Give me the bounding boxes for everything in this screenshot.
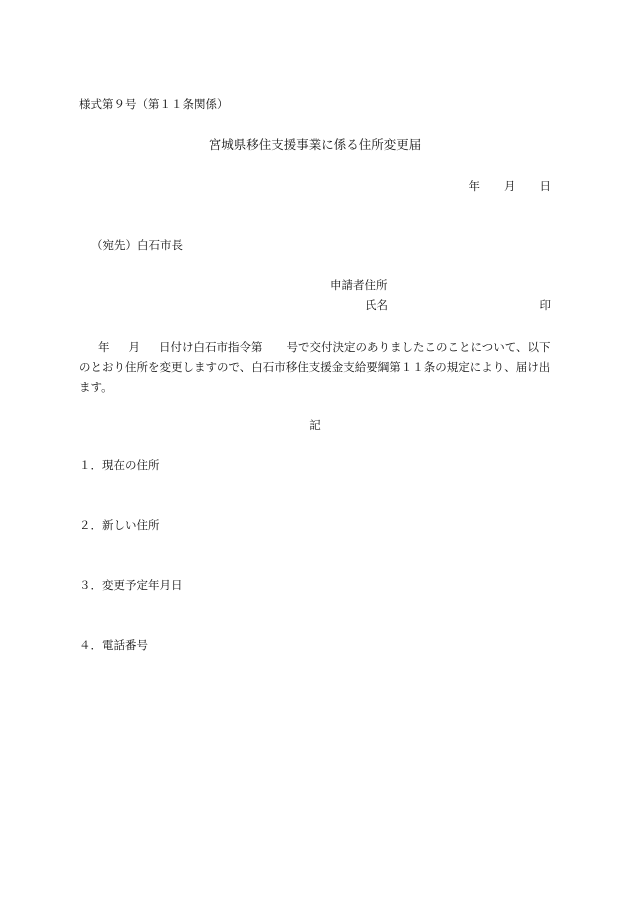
date-month-label: 月 bbox=[504, 179, 516, 193]
body-month-label: 月 bbox=[128, 340, 140, 354]
body-text-part2: 号で交付決定のありましたこのことについて、以下のとおり住所を変更しますので、白石市移住支援金支給要綱第１１条の規定により、届け出ます。 bbox=[79, 340, 551, 394]
body-paragraph bbox=[79, 337, 552, 397]
addressee: （宛先）白石市長 bbox=[91, 238, 183, 252]
form-number: 様式第９号（第１１条関係） bbox=[79, 97, 229, 111]
body-text-part1: 日付け白石市指令第 bbox=[159, 340, 263, 354]
ki-heading: 記 bbox=[309, 418, 321, 432]
applicant-name-label: 氏名 bbox=[365, 298, 388, 312]
item-new-address: ２．新しい住所 bbox=[79, 518, 160, 532]
date-day-label: 日 bbox=[539, 179, 551, 193]
date-year-label: 年 bbox=[468, 179, 480, 193]
date-line bbox=[469, 178, 552, 194]
item-current-address: １．現在の住所 bbox=[79, 458, 160, 472]
applicant-address-label: 申請者住所 bbox=[330, 278, 388, 292]
body-year-label: 年 bbox=[98, 340, 110, 354]
document-title: 宮城県移住支援事業に係る住所変更届 bbox=[208, 137, 422, 152]
seal-mark: 印 bbox=[539, 298, 551, 312]
item-phone-number: ４．電話番号 bbox=[79, 638, 148, 652]
item-change-date: ３．変更予定年月日 bbox=[79, 578, 183, 592]
